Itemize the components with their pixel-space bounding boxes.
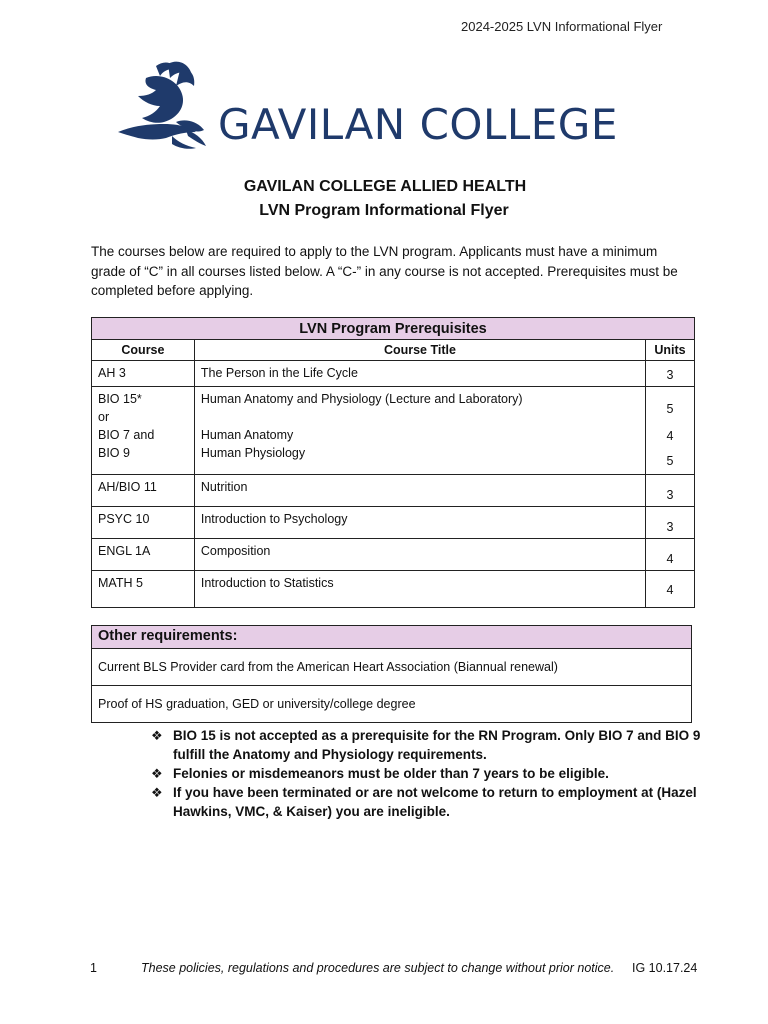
footer-disclaimer: These policies, regulations and procedures are subject to change without prior notice.	[141, 961, 615, 975]
column-header-course: Course	[92, 340, 195, 361]
other-requirements-table	[91, 625, 692, 723]
units-cell	[646, 507, 695, 539]
course-title: Nutrition	[200, 480, 248, 494]
document-subtitle: LVN Program Informational Flyer	[259, 202, 509, 219]
units-cell	[646, 539, 695, 571]
course-cell	[92, 387, 195, 475]
course-title: The Person in the Life Cycle	[200, 366, 358, 380]
note-text: Felonies or misdemeanors must be older than 7 years to be eligible.	[173, 766, 609, 781]
course-code: BIO 15*	[98, 392, 142, 406]
document-titles	[0, 175, 768, 223]
course-cell	[92, 361, 195, 387]
course-cell	[92, 539, 195, 571]
course-code: PSYC 10	[98, 512, 150, 526]
course-units: 4	[666, 582, 674, 597]
title-cell	[194, 539, 645, 571]
course-cell	[92, 507, 195, 539]
requirement-item: Proof of HS graduation, GED or university/college degree	[92, 686, 692, 723]
note-text: BIO 15 is not accepted as a prerequisite for the RN Program. Only BIO 7 and BIO 9 fulfill the Anatomy and Physiology requirements.	[173, 728, 701, 762]
course-units: 4	[666, 429, 674, 443]
title-cell	[194, 361, 645, 387]
course-units: 3	[666, 488, 674, 502]
list-item	[92, 686, 692, 723]
list-item	[151, 764, 711, 783]
course-units: 5	[666, 402, 674, 416]
course-cell	[92, 475, 195, 507]
course-code: MATH 5	[98, 576, 143, 590]
diamond-bullet-icon: ❖	[151, 766, 163, 781]
course-title: Composition	[200, 544, 271, 558]
units-cell	[646, 571, 695, 608]
hawk-icon	[116, 60, 216, 155]
course-units: 5	[666, 454, 674, 468]
college-logo	[116, 60, 616, 155]
table-row	[92, 475, 695, 507]
column-header-units: Units	[646, 340, 695, 361]
title-cell	[194, 387, 645, 475]
prerequisites-table-title: LVN Program Prerequisites	[92, 318, 695, 340]
course-code: AH/BIO 11	[98, 480, 157, 494]
table-row	[92, 387, 695, 475]
note-text: If you have been terminated or are not welcome to return to employment at (Hazel Hawkins, VMC, & Kaiser) you are ineligible.	[173, 785, 697, 819]
list-item	[92, 649, 692, 686]
title-cell	[194, 571, 645, 608]
course-title: Introduction to Statistics	[200, 576, 334, 590]
units-cell	[646, 387, 695, 475]
column-header-course-title: Course Title	[194, 340, 645, 361]
table-row	[92, 507, 695, 539]
units-cell	[646, 475, 695, 507]
course-units: 3	[666, 368, 674, 382]
course-code: ENGL 1A	[98, 544, 151, 558]
table-row	[92, 361, 695, 387]
requirement-item: Current BLS Provider card from the American Heart Association (Biannual renewal)	[92, 649, 692, 686]
table-header-row	[92, 340, 695, 361]
prerequisites-table	[91, 317, 695, 608]
logo-wordmark: GAVILAN COLLEGE	[218, 100, 618, 149]
list-item	[151, 783, 711, 821]
diamond-bullet-icon: ❖	[151, 785, 163, 800]
document-code: IG 10.17.24	[632, 961, 698, 975]
units-cell	[646, 361, 695, 387]
course-cell	[92, 571, 195, 608]
running-header: 2024-2025 LVN Informational Flyer	[461, 19, 663, 34]
table-row	[92, 571, 695, 608]
course-units: 3	[666, 520, 674, 534]
course-title: Introduction to Psychology	[200, 512, 348, 526]
course-units: 4	[666, 552, 674, 566]
course-code: or	[98, 410, 110, 424]
other-requirements-title: Other requirements:	[92, 626, 692, 649]
title-cell	[194, 507, 645, 539]
list-item	[151, 726, 711, 764]
course-code: BIO 7 and	[98, 428, 155, 442]
title-cell	[194, 475, 645, 507]
course-code: BIO 9	[98, 446, 130, 460]
course-title: Human Anatomy and Physiology (Lecture and Laboratory)	[200, 392, 523, 406]
table-row	[92, 539, 695, 571]
course-code: AH 3	[98, 366, 126, 380]
document-title: GAVILAN COLLEGE ALLIED HEALTH	[243, 178, 527, 195]
page-number: 1	[90, 961, 97, 975]
course-title: Human Anatomy	[200, 428, 294, 442]
intro-paragraph: The courses below are required to apply to the LVN program. Applicants must have a minimum grade of “C” in all courses listed below. A “C-” in any course is not accepted. Prerequisites must be completed before applying.	[91, 244, 678, 298]
course-title: Human Physiology	[200, 446, 306, 460]
notes-list	[151, 726, 711, 821]
diamond-bullet-icon: ❖	[151, 728, 163, 743]
